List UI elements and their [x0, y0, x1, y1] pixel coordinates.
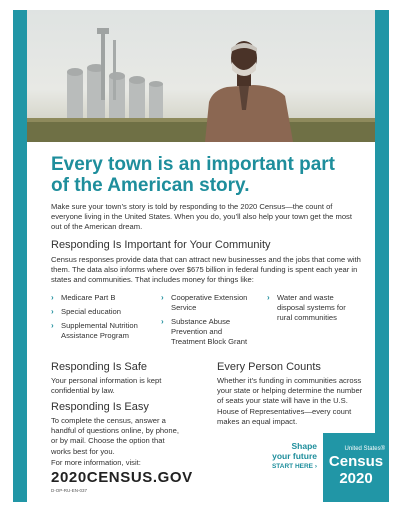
- safe-title: Responding Is Safe: [51, 361, 148, 373]
- chevron-right-icon: ›: [51, 307, 54, 316]
- hero-photo: [27, 10, 375, 142]
- chevron-right-icon: ›: [161, 293, 164, 302]
- important-title: Responding Is Important for Your Community: [51, 239, 271, 251]
- easy-title: Responding Is Easy: [51, 401, 149, 413]
- bullet-list-col2: [161, 293, 257, 351]
- easy-body: To complete the census, answer a handful of questions online, by phone, or by mail. Choose the option that works best for you.: [51, 416, 179, 456]
- form-code: D-OP-RU-EN-037: [51, 488, 88, 493]
- footer-label: For more information, visit:: [51, 458, 141, 467]
- safe-body: Your personal information is kept confidential by law.: [51, 376, 162, 396]
- start-here-link[interactable]: START HERE ›: [271, 463, 317, 470]
- chevron-right-icon: ›: [161, 317, 164, 326]
- census-2020-logo: [323, 433, 389, 502]
- cta-line-1: Shape: [291, 441, 317, 451]
- bullet-list-col3: [267, 293, 363, 327]
- bullet-list-col1: [51, 293, 151, 345]
- chevron-right-icon: ›: [51, 293, 54, 302]
- census-url-link[interactable]: 2020CENSUS.GOV: [51, 469, 193, 486]
- intro-paragraph: Make sure your town’s story is told by responding to the 2020 Census—the count of everyone living in the United States. When you do, you’ll also help your town get the most out of the American dream.: [51, 202, 352, 231]
- list-item: › Medicare Part B: [51, 293, 116, 302]
- logo-year-text: 2020: [339, 470, 373, 487]
- list-item: › Special education: [51, 307, 121, 316]
- list-item: › Cooperative Extension Service: [161, 293, 248, 312]
- hero-illustration: [27, 10, 375, 142]
- important-body: Census responses provide data that can attract new businesses and the jobs that come with them. The data also informs where over $675 billion in federal funding is spent each year in states and communities. That includes money for things like:: [51, 255, 361, 285]
- chevron-right-icon: ›: [267, 293, 270, 302]
- list-item: › Substance Abuse Prevention and Treatment Block Grant: [161, 317, 248, 346]
- list-item: › Supplemental Nutrition Assistance Program: [51, 321, 138, 340]
- cta-line-2: your future: [272, 451, 317, 461]
- headline: Every town is an important part of the American story.: [51, 154, 335, 196]
- chevron-right-icon: ›: [51, 321, 54, 330]
- list-item: › Water and waste disposal systems for rural communities: [267, 293, 346, 322]
- shape-your-future-cta[interactable]: [265, 441, 317, 471]
- flyer-panel: [27, 10, 375, 502]
- counts-body: Whether it’s funding in communities across your state or helping determine the number of seats your state will have in the U.S. House of Representatives—every count makes an equal impact.: [217, 376, 363, 426]
- logo-small-text: United States®: [344, 446, 385, 452]
- counts-title: Every Person Counts: [217, 361, 321, 373]
- logo-census-text: Census: [328, 453, 384, 470]
- page-frame: [13, 10, 389, 502]
